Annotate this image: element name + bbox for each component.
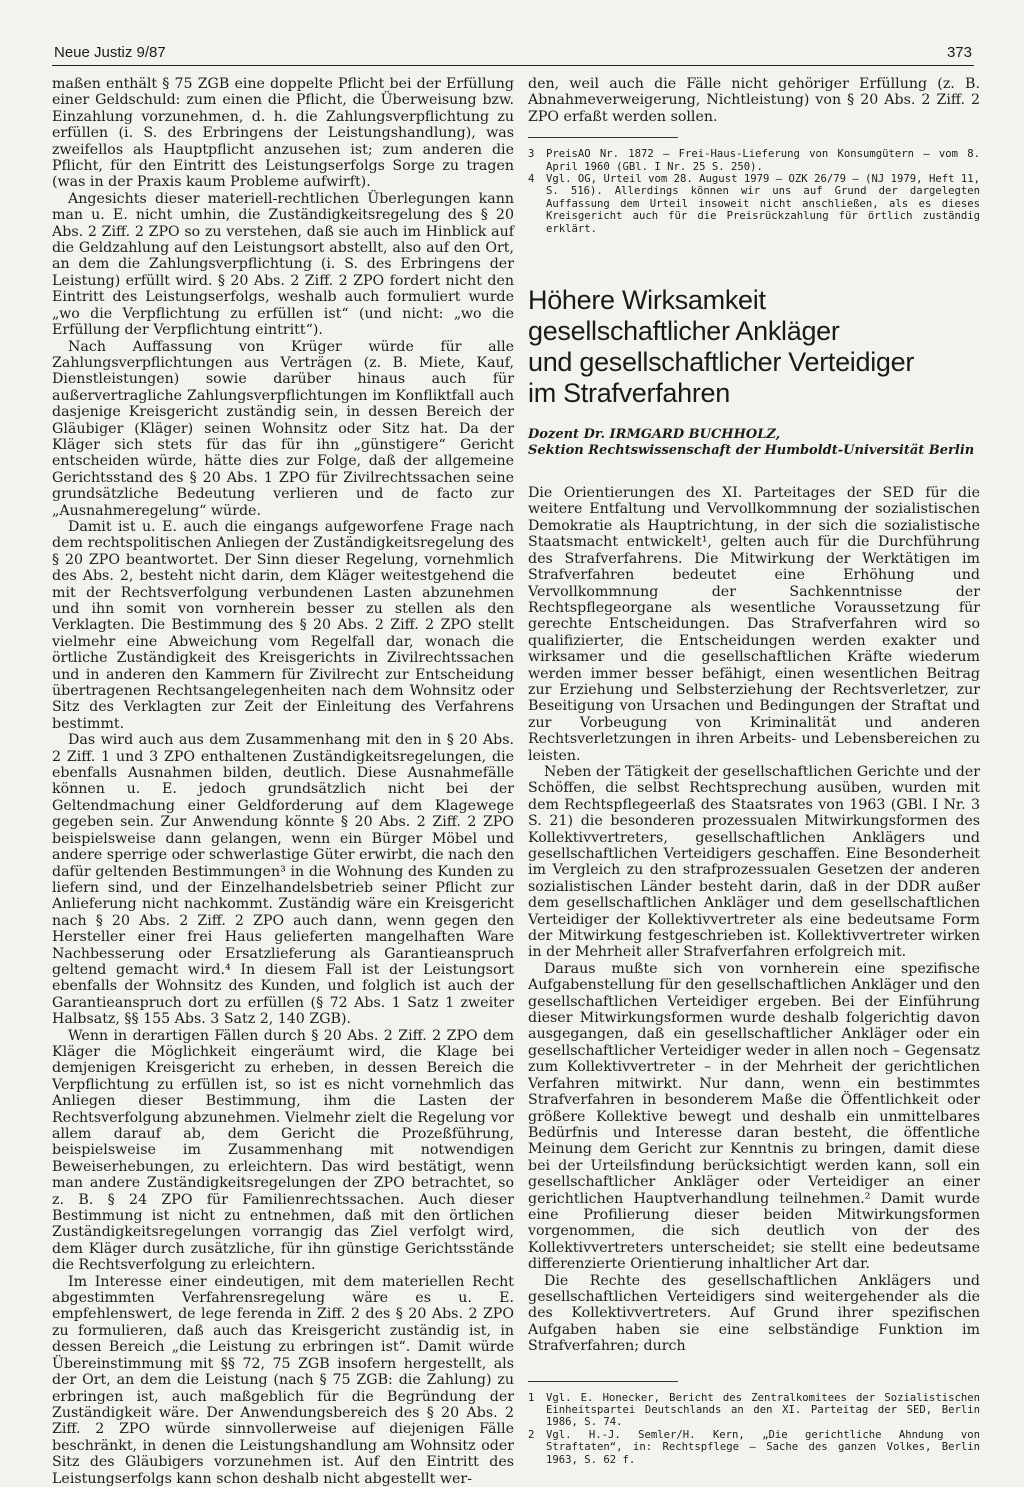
footnote-item — [528, 148, 980, 173]
continuation-text: den, weil auch die Fälle nicht gehöriger Erfüllung (z. B. Abnahmeverweigerung, Nichtleistung) von § 20 Abs. 2 Ziff. 2 ZPO erfaßt werden sollen. — [528, 76, 980, 125]
footnote-number: 1 — [528, 1391, 535, 1404]
page-number: 373 — [946, 44, 972, 61]
article-paragraph: Die Rechte des gesellschaftlichen Anklägers und gesellschaftlichen Verteidigers sind weitergehender als die des Kollektivvertreters. Auf Grund ihrer spezifischen Aufgaben haben sie eine selbständige Funktion im Strafverfahren; durch — [528, 1272, 980, 1355]
author-byline — [528, 427, 980, 459]
title-line: gesellschaftlicher Ankläger — [528, 316, 840, 347]
footnote-item — [528, 1429, 980, 1466]
article-paragraph: Neben der Tätigkeit der gesellschaftlichen Gerichte und der Schöffen, die selbst Rechtsprechung ausüben, wurden mit dem Rechtspflegeerlaß des Staatsrates von 1963 (GBl. I Nr. 3 S. 21) die besonderen prozessualen Mitwirkungsformen des Kollektivvertreters, gesellschaftlichen Anklägers und gesellschaftlichen Verteidigers geschaffen. Eine Besonderheit im Vergleich zu den strafprozessualen Gesetzen der anderen sozialistischen Länder besteht darin, daß in der DDR außer dem gesellschaftlichen Ankläger und dem gesellschaftlichen Verteidiger der Kollektivvertreter als eine bedeutsame Form der Mitwirkung festgeschrieben ist. Kollektivvertreter wirken in der Mehrheit aller Strafverfahren erfolgreich mit. — [528, 763, 980, 961]
left-column — [52, 76, 514, 1487]
left-paragraph: Im Interesse einer eindeutigen, mit dem materiellen Recht abgestimmten Verfahrensregelung wäre es u. E. empfehlenswert, de lege ferenda in Ziff. 2 des § 20 Abs. 2 ZPO zu formulieren, daß auch das Kreisgericht zuständig ist, in dessen Bereich „die Leistung zu erbringen ist“. Damit würde Übereinstimmung mit §§ 72, 75 ZGB insofern hergestellt, als der Ort, an dem die Leistung (nach § 75 ZGB: die Zahlung) zu erbringen ist, auch maßgeblich für die Begründung der Zuständigkeit wäre. Der Anwendungsbereich des § 20 Abs. 2 Ziff. 2 ZPO würde sinnvollerweise auf diejenigen Fälle beschränkt, in denen die Leistungshandlung am Wohnsitz oder Sitz des Gläubigers vorzunehmen ist. Auf den Eintritt des Leistungserfolgs kann schon deshalb nicht abgestellt wer- — [52, 1273, 514, 1487]
left-paragraph: Wenn in derartigen Fällen durch § 20 Abs. 2 Ziff. 2 ZPO dem Kläger die Möglichkeit eingeräumt wird, die Klage bei demjenigen Kreisgericht zu erheben, in dessen Bereich die Verpflichtung zu erfüllen ist, so ist es nicht vornehmlich das Anliegen dieser Bestimmung, ihm die Lasten der Rechtsverfolgung abzunehmen. Vielmehr zielt die Regelung vor allem darauf ab, dem Gericht die Prozeßführung, beispielsweise im Zusammenhang mit notwendigen Beweiserhebungen, zu erleichtern. Das wird bestätigt, wenn man andere Zuständigkeitsregelungen der ZPO betrachtet, so z. B. § 24 ZPO für Familienrechtssachen. Auch dieser Bestimmung ist nicht zu entnehmen, daß mit den örtlichen Zuständigkeitsregelungen vorrangig das Ziel verfolgt wird, dem Kläger durch zusätzliche, für ihn günstige Gerichtsstände die Rechtsverfolgung zu erleichtern. — [52, 1027, 514, 1274]
left-paragraph: Das wird auch aus dem Zusammenhang mit den in § 20 Abs. 2 Ziff. 1 und 3 ZPO enthaltenen Zuständigkeitsregelungen, die ebenfalls Ausnahmen bilden, deutlich. Diese Ausnahmefälle können u. E. jedoch grundsätzlich nicht bei der Geltendmachung einer Geldforderung auf dem Klagewege gegeben sein. Zur Anwendung könnte § 20 Abs. 2 Ziff. 2 ZPO beispielsweise dann gelangen, wenn ein Bürger Möbel und andere sperrige oder schwerlastige Güter erwirbt, die nach den dafür geltenden Bestimmungen³ in die Wohnung des Kunden zu liefern sind, und der Einzelhandelsbetrieb seiner Pflicht zur Anlieferung nicht nachkommt. Zuständig wäre ein Kreisgericht nach § 20 Abs. 2 Ziff. 2 ZPO auch dann, wenn gegen den Hersteller einer frei Haus gelieferten mangelhaften Ware Nachbesserung oder Ersatzlieferung als Garantieanspruch geltend gemacht wird.⁴ In diesem Fall ist der Leistungsort ebenfalls der Wohnsitz des Kunden, und folglich ist auch der Garantieanspruch dort zu erfüllen (§ 72 Abs. 1 Satz 1 zweiter Halbsatz, §§ 155 Abs. 3 Satz 2, 140 ZGB). — [52, 732, 514, 1028]
article-paragraph: Die Orientierungen des XI. Parteitages der SED für die weitere Entfaltung und Vervollkommnung der sozialistischen Demokratie als Hauptrichtung, in der sich die sozialistische Staatsmacht entwickelt¹, gelten auch für die Durchführung des Strafverfahrens. Die Mitwirkung der Werktätigen im Strafverfahren bedeutet eine Erhöhung und Vervollkommnung der Sachkenntnisse der Rechtspflegeorgane als wesentliche Voraussetzung für gerechte Entscheidungen. Das Strafverfahren wird so qualifizierter, die Entscheidungen werden exakter und wirksamer und die gesellschaftlichen Kräfte wiederum werden immer besser befähigt, einen wesentlichen Beitrag zur Erziehung und Selbsterziehung der Rechtsverletzer, zur Beseitigung von Ursachen und Bedingungen der Straftat und zur Vorbeugung von Kriminalität und anderen Rechtsverletzungen in ihren Arbeits- und Lebensbereichen zu leisten. — [528, 485, 980, 764]
footnote-text: Vgl. H.-J. Semler/H. Kern, „Die gerichtliche Ahndung von Straftaten“, in: Rechtspflege – Sache des ganzen Volkes, Berlin 1963, S. 62 f. — [546, 1428, 980, 1466]
left-paragraph: Nach Auffassung von Krüger würde für alle Zahlungsverpflichtungen aus Verträgen (z. B. Miete, Kauf, Dienstleistungen) sowie darüber hinaus auch für außervertragliche Zahlungsverpflichtungen im Konfliktfall auch dasjenige Kreisgericht zuständig sein, in dessen Bereich der Gläubiger (Kläger) seinen Wohnsitz oder Sitz hat. Da der Kläger sich stets für das für ihn „günstigere“ Gericht entscheiden würde, hätte dies zur Folge, daß der allgemeine Gerichtsstand des § 20 Abs. 1 ZPO für Zivilrechtssachen seine grundsätzliche Bedeutung verlieren und de facto zur „Ausnahmeregelung“ würde. — [52, 338, 514, 519]
footnotes-top — [528, 148, 980, 235]
left-paragraph: Angesichts dieser materiell-rechtlichen Überlegungen kann man u. E. nicht umhin, die Zuständigkeitsregelung des § 20 Abs. 2 Ziff. 2 ZPO so zu verstehen, daß sie auch im Hinblick auf die Geldzahlung auf den Leistungsort abstellt, also auf den Ort, an dem die Zahlungsverpflichtung (i. S. des Erbringens der Leistung) erfüllt wird. § 20 Abs. 2 Ziff. 2 ZPO fordert nicht den Eintritt des Leistungserfolgs, weshalb auch formuliert wurde „wo die Verpflichtung zu erfüllen ist“ (und nicht: „wo die Erfüllung der Verpflichtung eintritt“). — [52, 190, 514, 339]
footnote-text: Vgl. OG, Urteil vom 28. August 1979 – OZK 26/79 – (NJ 1979, Heft 11, S. 516). Allerdings können wir uns auf Grund der dargelegten Auffassung dem Urteil insoweit nicht anschließen, als es dieses Kreisgericht auch für die Preisrückzahlung für örtlich zuständig erklärt. — [546, 173, 980, 235]
footnote-rule — [528, 1381, 678, 1382]
footnote-rule — [528, 137, 678, 138]
footnote-number: 4 — [528, 173, 535, 186]
footnote-number: 2 — [528, 1428, 535, 1441]
footnote-number: 3 — [528, 148, 535, 161]
left-paragraph: Damit ist u. E. auch die eingangs aufgeworfene Frage nach dem rechtspolitischen Anliegen der Zuständigkeitsregelung des § 20 ZPO beantwortet. Der Sinn dieser Regelung, vornehmlich des Abs. 2, besteht nicht darin, dem Kläger weitestgehend die mit der Rechtsverfolgung verbundenen Lasten abzunehmen und ihn somit von vornherein besser zu stellen als den Verklagten. Die Bestimmung des § 20 Abs. 2 Ziff. 2 ZPO stellt vielmehr eine Abweichung vom Regelfall dar, wonach die örtliche Zuständigkeit des Kreisgerichts in Zivilrechtssachen und in anderen den Kammern für Zivilrecht zur Entscheidung übertragenen Rechtsangelegenheiten nach dem Wohnsitz oder Sitz des Verklagten zur Zeit der Einleitung des Verfahrens bestimmt. — [52, 518, 514, 732]
author-name: Dozent Dr. IRMGARD BUCHHOLZ, — [528, 427, 781, 443]
title-line: und gesellschaftlicher Verteidiger — [528, 347, 915, 378]
right-column — [528, 76, 980, 1466]
footnote-item — [528, 1392, 980, 1429]
article-body — [528, 485, 980, 1355]
title-line: Höhere Wirksamkeit — [528, 285, 766, 316]
journal-header: Neue Justiz 9/87 — [54, 44, 166, 61]
article-paragraph: Daraus mußte sich von vornherein eine spezifische Aufgabenstellung für den gesellschaftlichen Ankläger und den gesellschaftlichen Verteidiger ergeben. Bei der Einführung dieser Mitwirkungsformen wurde deshalb folgerichtig davon ausgegangen, daß ein gesellschaftlicher Ankläger oder ein gesellschaftlicher Verteidiger weder in allen noch – Gegensatz zum Kollektivvertreter – in der Mehrheit der gerichtlichen Verfahren mitwirkt. Nur dann, wenn ein bestimmtes Strafverfahren in besonderem Maße die Öffentlichkeit oder größere Kollektive bewegt und deshalb ein unmittelbares Bedürfnis und Interesse daran besteht, die öffentliche Meinung dem Gericht zur Kenntnis zu bringen, damit diese bei der Urteilsfindung berücksichtigt werden kann, soll ein gesellschaftlicher Ankläger oder Verteidiger an einer gerichtlichen Hauptverhandlung teilnehmen.² Damit wurde eine Profilierung dieser beiden Mitwirkungsformen vorgenommen, die sich deutlich von der des Kollektivvertreters unterscheidet; sie stellt eine bedeutsame differenzierte Orientierung inhaltlicher Art dar. — [528, 960, 980, 1273]
footnote-item — [528, 173, 980, 235]
left-paragraph: maßen enthält § 75 ZGB eine doppelte Pflicht bei der Erfüllung einer Geldschuld: zum einen die Pflicht, die Überweisung bzw. Einzahlung vorzunehmen, d. h. die Zahlungsverpflichtung zu erfüllen (i. S. des Erbringens der Leistungshandlung), was zweifellos als Hauptpflicht anzusehen ist; zum anderen die Pflicht, für den Eintritt des Leistungserfolgs Sorge zu tragen (was in der Praxis kaum Probleme aufwirft). — [52, 76, 514, 191]
article-title — [528, 285, 980, 409]
author-affiliation: Sektion Rechtswissenschaft der Humboldt-Universität Berlin — [528, 443, 975, 459]
footnote-text: PreisAO Nr. 1872 – Frei-Haus-Lieferung von Konsumgütern – vom 8. April 1960 (GBl. I Nr. 25 S. 250). — [546, 148, 980, 173]
header-rule — [52, 65, 974, 66]
title-line: im Strafverfahren — [528, 378, 730, 409]
footnotes-bottom — [528, 1392, 980, 1466]
footnote-text: Vgl. E. Honecker, Bericht des Zentralkomitees der Sozialistischen Einheitspartei Deutschlands an den XI. Parteitag der SED, Berlin 1986, S. 74. — [546, 1391, 980, 1429]
